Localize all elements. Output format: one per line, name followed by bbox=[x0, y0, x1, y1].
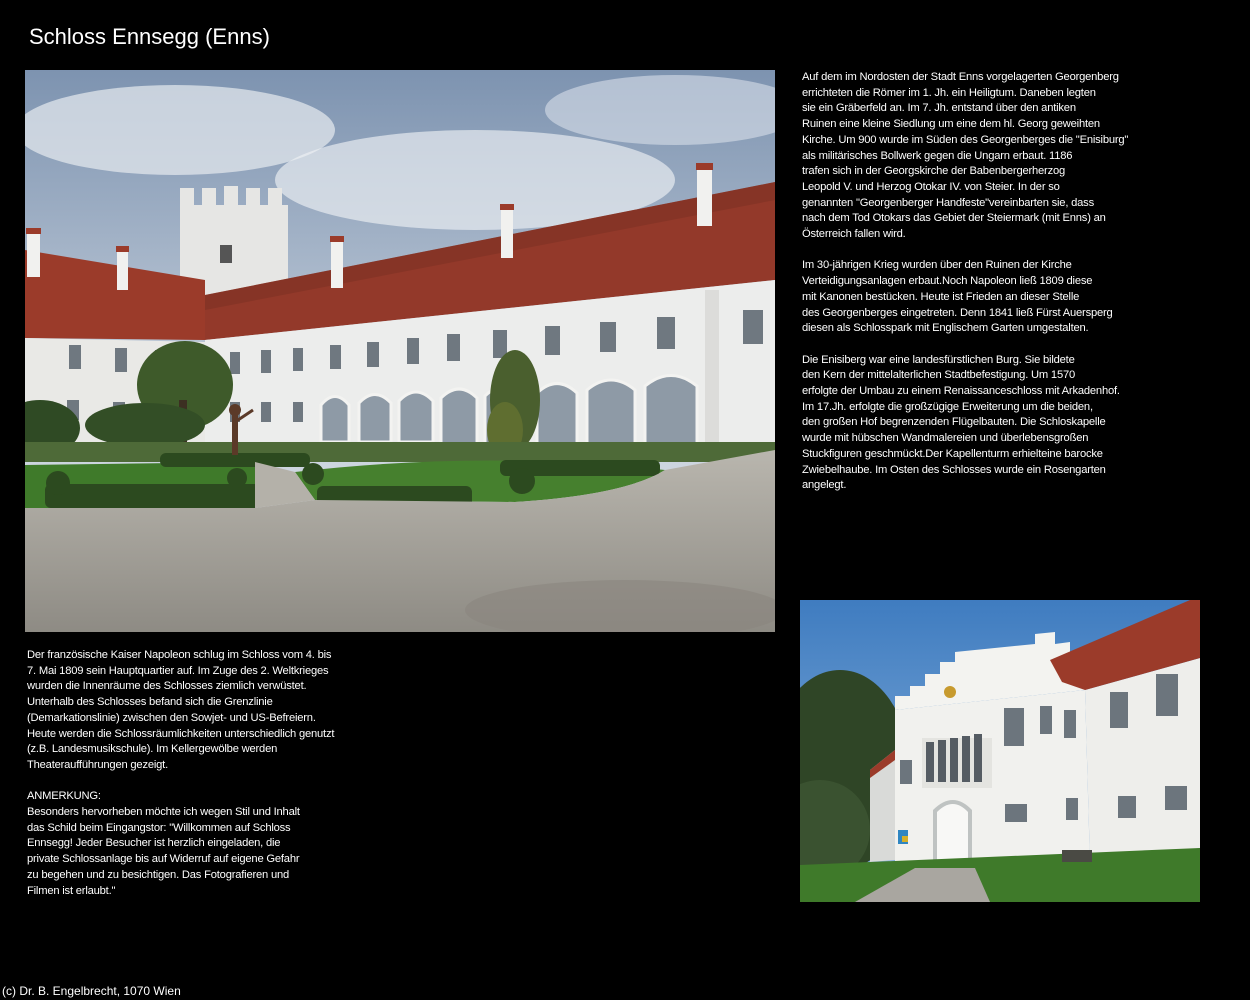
text-line: Stuckfiguren geschmückt.Der Kapellenturm erhielteine barocke bbox=[802, 447, 1103, 460]
text-line: (Demarkationslinie) zwischen den Sowjet- und US-Befreiern. bbox=[27, 711, 316, 724]
text-line: Die Enisiberg war eine landesfürstlichen Burg. Sie bildete bbox=[802, 353, 1075, 366]
text-line: Filmen ist erlaubt." bbox=[27, 884, 116, 897]
paragraph-gap bbox=[802, 243, 1222, 259]
text-line: private Schlossanlage bis auf Widerruf auf eigene Gefahr bbox=[27, 853, 300, 866]
text-line: zu begehen und zu besichtigen. Das Fotografieren und bbox=[27, 868, 290, 881]
text-line: Verteidigungsanlagen erbaut.Noch Napoleon ließ 1809 diese bbox=[802, 275, 1093, 288]
remark-heading: ANMERKUNG: bbox=[27, 790, 101, 803]
text-line: Kirche. Um 900 wurde im Süden des Georgenberges die "Enisiburg" bbox=[802, 133, 1129, 146]
text-line: Österreich fallen wird. bbox=[802, 228, 906, 241]
text-line: als militärisches Bollwerk gegen die Ungarn erbaut. 1186 bbox=[802, 149, 1073, 162]
text-line: Ruinen eine kleine Siedlung um eine dem hl. Georg geweihten bbox=[802, 118, 1100, 131]
text-line: (z.B. Landesmusikschule). Im Kellergewölbe werden bbox=[27, 743, 278, 756]
copyright-notice: (c) Dr. B. Engelbrecht, 1070 Wien bbox=[2, 984, 181, 998]
text-line: Theateraufführungen gezeigt. bbox=[27, 758, 168, 771]
history-text-right bbox=[802, 70, 1222, 494]
text-line: nach dem Tod Otokars das Gebiet der Steiermark (mit Enns) an bbox=[802, 212, 1106, 225]
text-line: den Kern der mittelalterlichen Stadtbefestigung. Um 1570 bbox=[802, 369, 1076, 382]
text-line: wurden die Innenräume des Schlosses ziemlich verwüstet. bbox=[27, 680, 307, 693]
text-line: des Georgenberges eingetreten. Denn 1841 ließ Fürst Auersperg bbox=[802, 306, 1113, 319]
page-title: Schloss Ennsegg (Enns) bbox=[29, 24, 270, 49]
text-line: Im 17.Jh. erfolgte die großzügige Erweiterung um die beiden, bbox=[802, 400, 1093, 413]
text-line: angelegt. bbox=[802, 479, 847, 492]
text-line: Heute werden die Schlossräumlichkeiten unterschiedlich genutzt bbox=[27, 727, 335, 740]
text-line: Auf dem im Nordosten der Stadt Enns vorgelagerten Georgenberg bbox=[802, 71, 1119, 83]
text-line: wurde mit hübschen Wandmalereien und überlebensgroßen bbox=[802, 432, 1089, 445]
castle-gate-wing-photo bbox=[800, 600, 1200, 902]
text-line: 7. Mai 1809 sein Hauptquartier auf. Im Zuge des 2. Weltkrieges bbox=[27, 664, 329, 677]
text-line: das Schild beim Eingangstor: "Willkommen auf Schloss bbox=[27, 821, 291, 834]
text-line: Im 30-jährigen Krieg wurden über den Ruinen der Kirche bbox=[802, 259, 1072, 272]
text-line: trafen sich in der Georgskirche der Babenbergerherzog bbox=[802, 165, 1066, 178]
text-line: diesen als Schlosspark mit Englischem Garten umgestalten. bbox=[802, 322, 1089, 335]
history-text-left bbox=[27, 648, 397, 899]
text-line: erfolgte der Umbau zu einem Renaissanceschloss mit Arkadenhof. bbox=[802, 385, 1120, 398]
text-line: Ennsegg! Jeder Besucher ist herzlich eingeladen, die bbox=[27, 837, 281, 850]
castle-courtyard-photo bbox=[25, 70, 775, 632]
text-line: mit Kanonen bestücken. Heute ist Frieden an dieser Stelle bbox=[802, 290, 1080, 303]
text-line: genannten "Georgenberger Handfeste"vereinbarten sie, dass bbox=[802, 196, 1094, 209]
text-line: Der französische Kaiser Napoleon schlug im Schloss vom 4. bis bbox=[27, 649, 332, 661]
text-line: errichteten die Römer im 1. Jh. ein Heiligtum. Daneben legten bbox=[802, 86, 1096, 99]
paragraph-gap bbox=[802, 337, 1222, 353]
text-line: Zwiebelhaube. Im Osten des Schlosses wurde ein Rosengarten bbox=[802, 463, 1106, 476]
text-line: Unterhalb des Schlosses befand sich die Grenzlinie bbox=[27, 696, 273, 709]
paragraph-gap bbox=[27, 774, 397, 790]
text-line: Leopold V. und Herzog Otokar IV. von Steier. In der so bbox=[802, 180, 1060, 193]
text-line: den großen Hof begrenzenden Flügelbauten. Die Schloskapelle bbox=[802, 416, 1106, 429]
text-line: Besonders hervorheben möchte ich wegen Stil und Inhalt bbox=[27, 806, 300, 819]
text-line: sie ein Gräberfeld an. Im 7. Jh. entstand über den antiken bbox=[802, 102, 1076, 115]
